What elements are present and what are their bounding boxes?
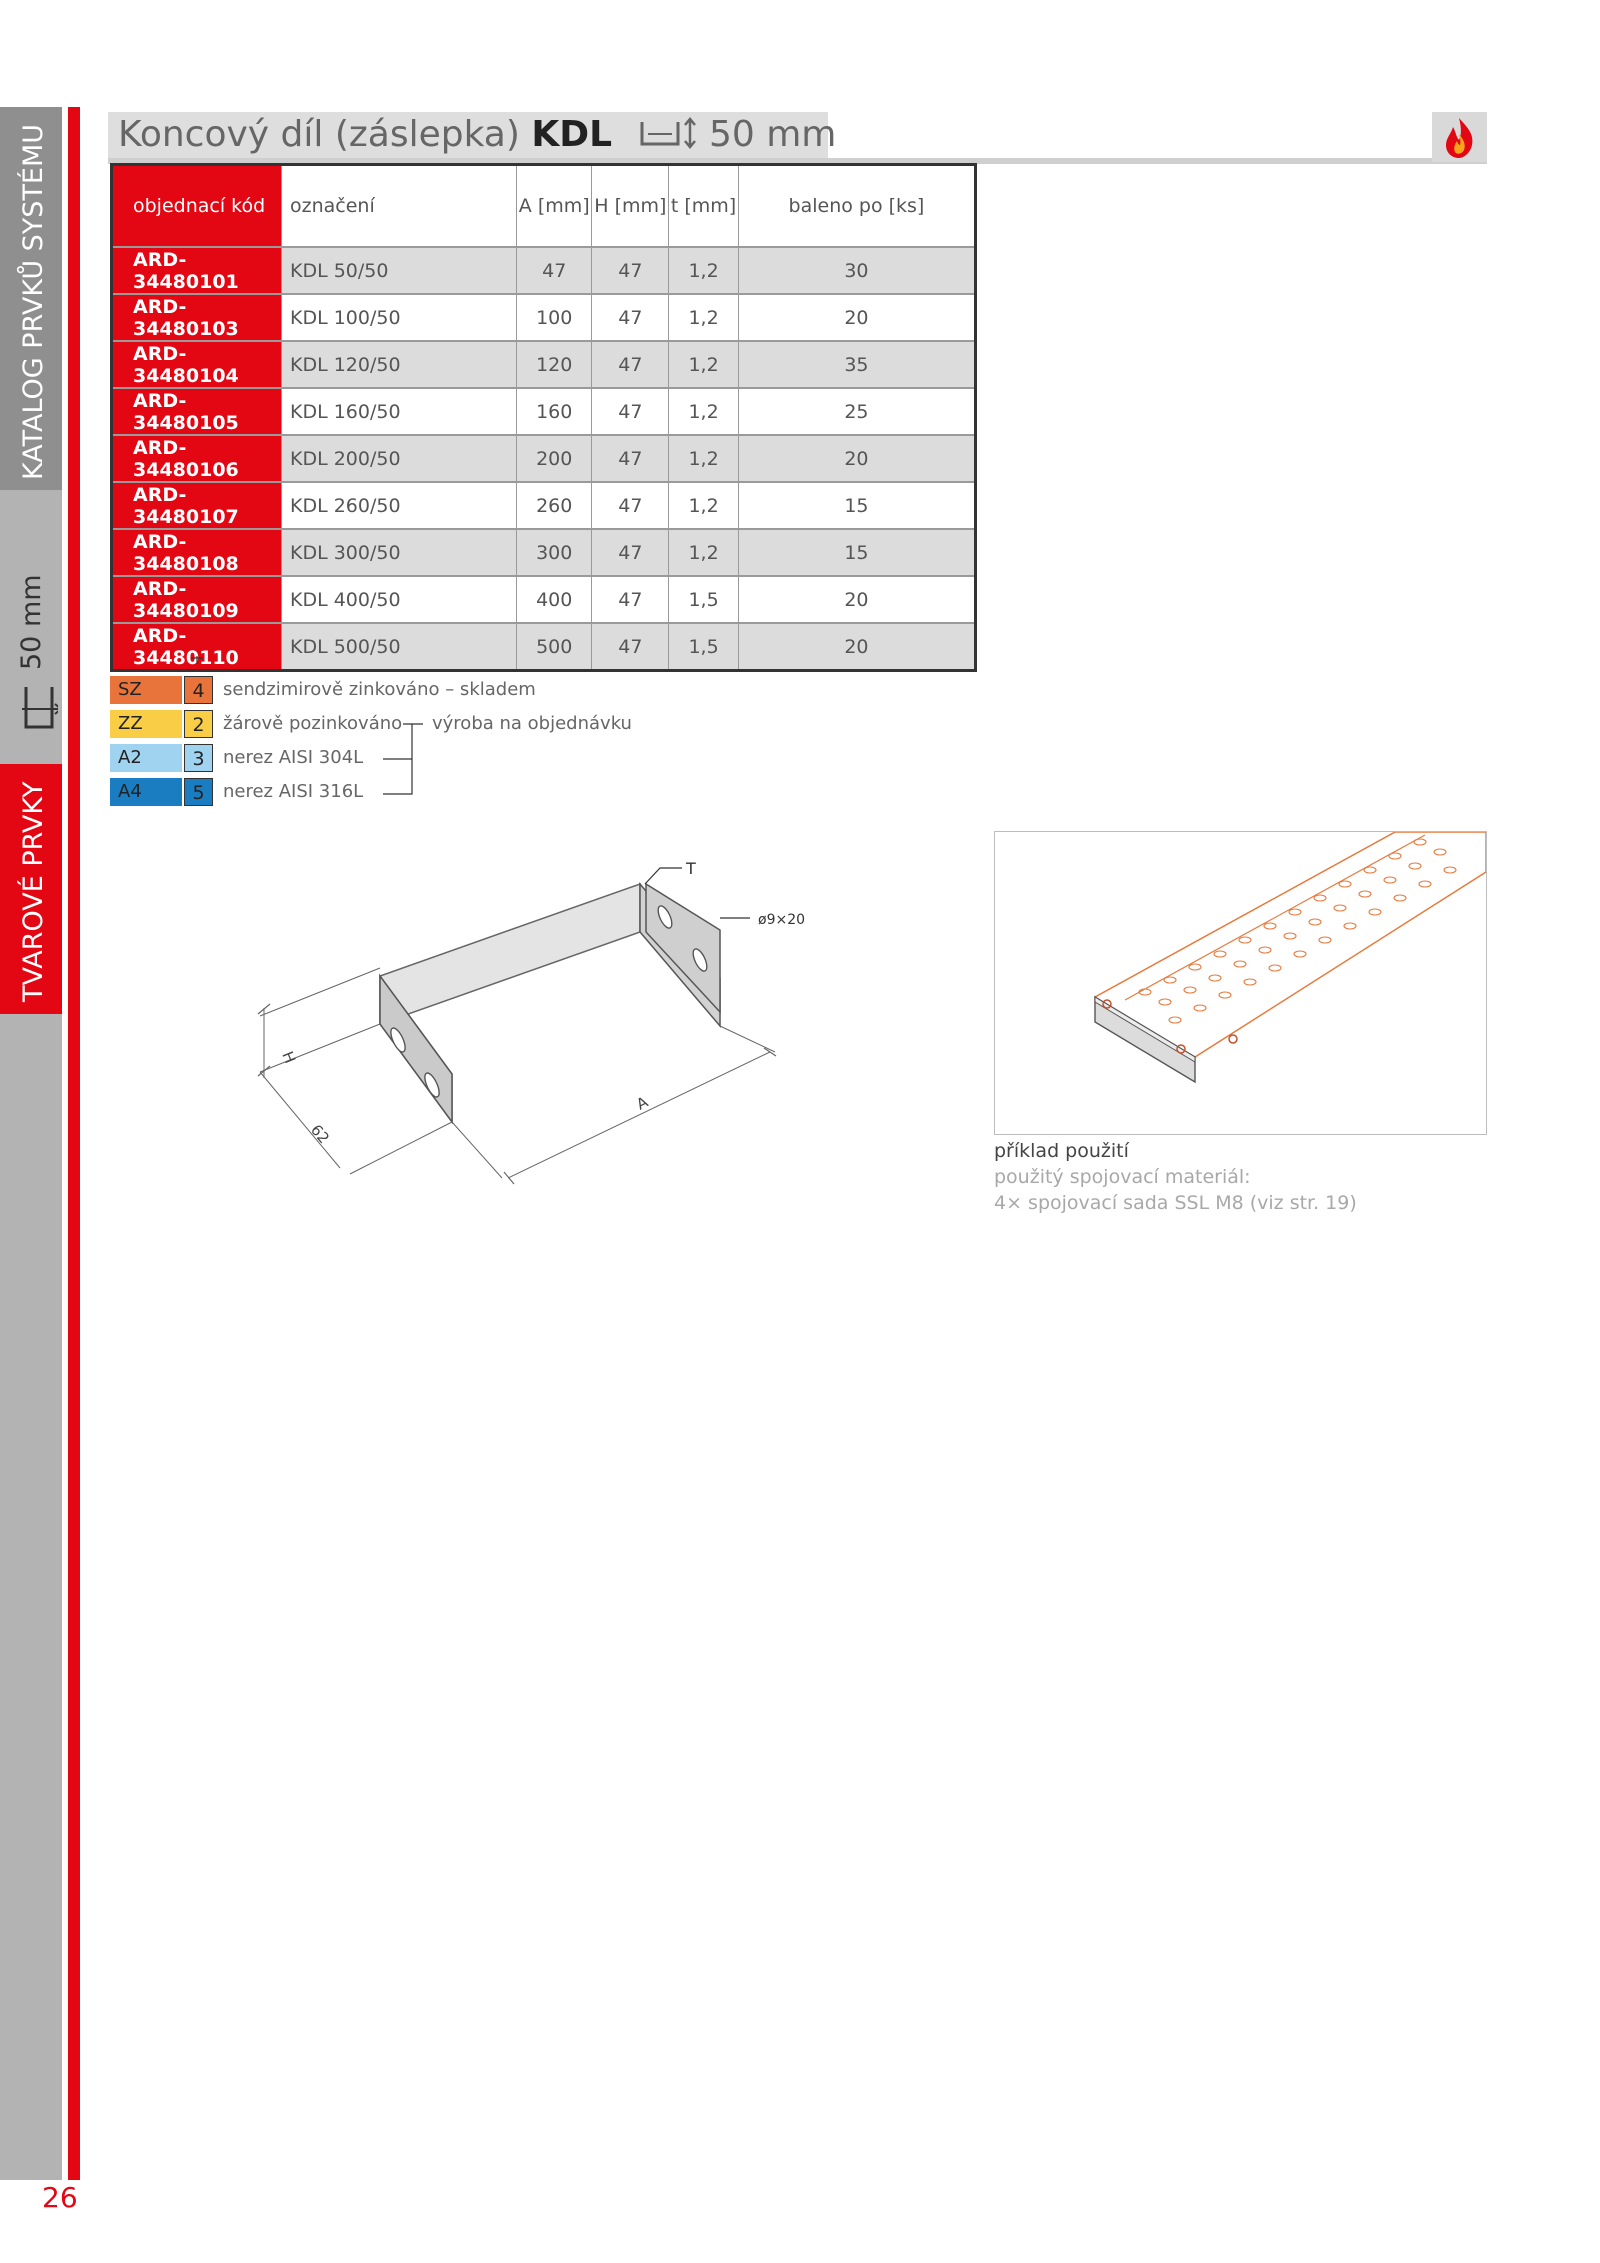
- designation: KDL 260/50: [282, 482, 517, 529]
- designation: KDL 200/50: [282, 435, 517, 482]
- order-code: ARD-34480106: [112, 435, 282, 482]
- header-package: baleno po [ks]: [738, 165, 975, 248]
- value-package: 15: [738, 529, 975, 576]
- legend-num: 5: [184, 778, 213, 806]
- value-t: 1,2: [669, 388, 739, 435]
- table-row: [112, 294, 976, 341]
- value-h: 47: [592, 388, 669, 435]
- usage-material-desc: 4× spojovací sada SSL M8 (viz str. 19): [994, 1192, 1357, 1214]
- value-package: 30: [738, 247, 975, 294]
- header-designation: označení: [282, 165, 517, 248]
- header-order-code: objednací kód: [112, 165, 282, 248]
- legend-num: 4: [184, 676, 213, 704]
- title-code: KDL: [531, 114, 613, 155]
- order-code: ARD-34480104: [112, 341, 282, 388]
- tray-profile-icon: [22, 683, 58, 747]
- label-hole: ø9×20: [758, 912, 806, 928]
- value-a: 47: [517, 247, 592, 294]
- order-code: ARD-34480107: [112, 482, 282, 529]
- label-a: A: [633, 1092, 651, 1114]
- legend-num: 3: [184, 744, 213, 772]
- designation: KDL 100/50: [282, 294, 517, 341]
- value-a: 260: [517, 482, 592, 529]
- designation: KDL 500/50: [282, 623, 517, 671]
- table-row: [112, 388, 976, 435]
- legend-desc: nerez AISI 316L: [223, 781, 364, 802]
- value-t: 1,2: [669, 294, 739, 341]
- usage-material-label: použitý spojovací materiál:: [994, 1166, 1251, 1188]
- value-h: 47: [592, 529, 669, 576]
- value-a: 100: [517, 294, 592, 341]
- designation: KDL 50/50: [282, 247, 517, 294]
- value-package: 20: [738, 576, 975, 623]
- legend-code: A4: [110, 778, 182, 806]
- legend-desc: nerez AISI 304L: [223, 747, 364, 768]
- usage-caption: příklad použití: [994, 1140, 1129, 1162]
- value-h: 47: [592, 341, 669, 388]
- value-t: 1,5: [669, 623, 739, 671]
- legend-code: A2: [110, 744, 182, 772]
- title-size: 50 mm: [708, 114, 837, 155]
- label-h: H: [278, 1048, 300, 1066]
- value-a: 500: [517, 623, 592, 671]
- value-t: 1,2: [669, 247, 739, 294]
- value-h: 47: [592, 623, 669, 671]
- value-a: 160: [517, 388, 592, 435]
- value-t: 1,2: [669, 435, 739, 482]
- value-package: 25: [738, 388, 975, 435]
- table-header-row: [112, 165, 976, 248]
- sidebar-red-stripe: [68, 107, 80, 2180]
- legend-desc: žárově pozinkováno: [223, 713, 403, 734]
- table-row: [112, 435, 976, 482]
- sidebar-catalog-label: KATALOG PRVKŮ SYSTÉMU: [18, 123, 49, 480]
- value-t: 1,2: [669, 529, 739, 576]
- legend-code: ZZ: [110, 710, 182, 738]
- table-row: [112, 341, 976, 388]
- value-t: 1,2: [669, 482, 739, 529]
- technical-drawing: [230, 840, 830, 1200]
- legend-desc: sendzimirově zinkováno – skladem: [223, 679, 536, 700]
- value-package: 20: [738, 623, 975, 671]
- title-main: Koncový díl (záslepka): [118, 114, 520, 155]
- fire-resistance-icon: [1432, 112, 1487, 162]
- value-a: 200: [517, 435, 592, 482]
- order-code: ARD-34480105: [112, 388, 282, 435]
- label-62: 62: [306, 1121, 333, 1148]
- value-t: 1,5: [669, 576, 739, 623]
- page-number: 26: [42, 2181, 78, 2214]
- value-h: 47: [592, 435, 669, 482]
- designation: KDL 160/50: [282, 388, 517, 435]
- table-row: [112, 247, 976, 294]
- value-h: 47: [592, 576, 669, 623]
- value-a: 300: [517, 529, 592, 576]
- order-code: ARD-34480103: [112, 294, 282, 341]
- legend-code: SZ: [110, 676, 182, 704]
- table-row: [112, 576, 976, 623]
- order-code: ARD-34480109: [112, 576, 282, 623]
- value-package: 20: [738, 435, 975, 482]
- header-h: H [mm]: [592, 165, 669, 248]
- sidebar-category-label: TVAROVÉ PRVKY: [18, 781, 49, 1002]
- legend-on-order: výroba na objednávku: [432, 713, 632, 734]
- order-code: ARD-34480101: [112, 247, 282, 294]
- value-t: 1,2: [669, 341, 739, 388]
- value-package: 15: [738, 482, 975, 529]
- value-a: 400: [517, 576, 592, 623]
- value-package: 35: [738, 341, 975, 388]
- label-t: T: [686, 859, 696, 878]
- table-row: [112, 529, 976, 576]
- legend-num: 2: [184, 710, 213, 738]
- page-title: [118, 112, 836, 158]
- designation: KDL 400/50: [282, 576, 517, 623]
- value-h: 47: [592, 294, 669, 341]
- tray-profile-icon: [638, 116, 698, 150]
- value-h: 47: [592, 247, 669, 294]
- header-a: A [mm]: [517, 165, 592, 248]
- designation: KDL 120/50: [282, 341, 517, 388]
- value-h: 47: [592, 482, 669, 529]
- value-package: 20: [738, 294, 975, 341]
- value-a: 120: [517, 341, 592, 388]
- sidebar-size-label: 50 mm: [16, 574, 47, 670]
- legend-connector-lines: [180, 656, 440, 802]
- usage-example-image: [994, 831, 1487, 1135]
- header-t: t [mm]: [669, 165, 739, 248]
- table-row: [112, 482, 976, 529]
- designation: KDL 300/50: [282, 529, 517, 576]
- order-code: ARD-34480110: [112, 623, 282, 671]
- product-table: [110, 163, 977, 672]
- order-code: ARD-34480108: [112, 529, 282, 576]
